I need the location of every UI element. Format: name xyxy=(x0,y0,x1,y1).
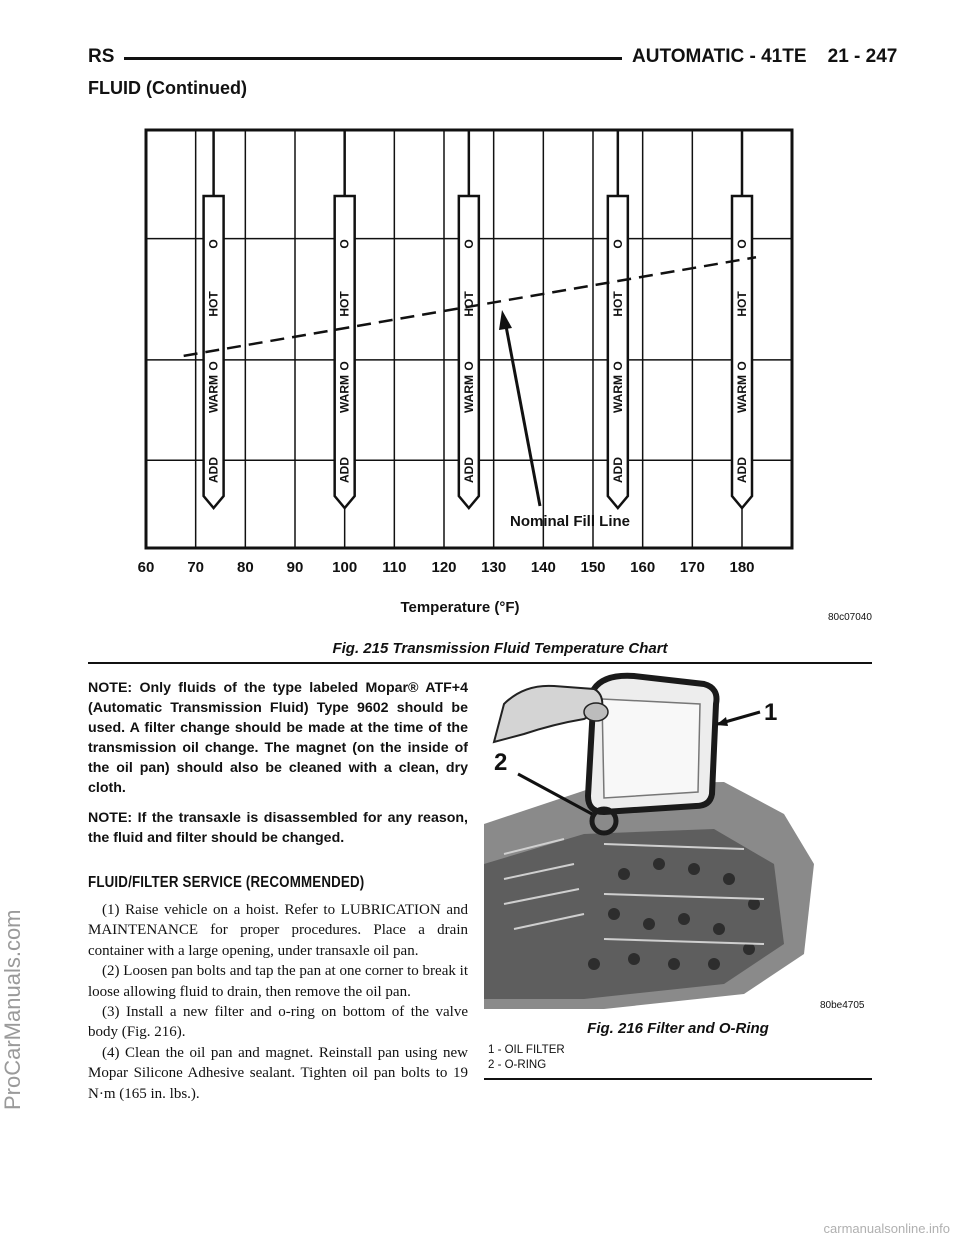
figure-216-code: 80be4705 xyxy=(820,1000,865,1011)
callout-1-label: 1 xyxy=(764,699,778,726)
dipstick-2-label-4: ADD xyxy=(461,457,476,483)
x-tick-70: 70 xyxy=(187,559,205,576)
step-1: (1) Raise vehicle on a hoist. Refer to LUBRICATION and MAINTENANCE for proper procedures. Place a drain container with a large opening, under transaxle oil pan. xyxy=(88,902,468,959)
dipstick-4-label-3: WARM xyxy=(735,375,749,413)
section-continued-heading: FLUID (Continued) xyxy=(88,78,247,98)
dipstick-1-label-2: O xyxy=(337,361,352,371)
dipstick-2-label-0: O xyxy=(461,239,476,249)
dipstick-2-label-3: WARM xyxy=(461,375,476,413)
x-tick-160: 160 xyxy=(630,559,656,576)
legend-o-ring: 2 - O-RING xyxy=(488,1059,547,1071)
dipstick-4-label-2: O xyxy=(735,361,749,371)
dipstick-3-label-3: WARM xyxy=(610,375,625,413)
header-page-title: AUTOMATIC - 41TE 21 - 247 xyxy=(632,46,898,67)
step-3: (3) Install a new filter and o-ring on bottom of the valve body (Fig. 216). xyxy=(88,1004,468,1041)
side-watermark: ProCarManuals.com xyxy=(0,909,25,1110)
figure-216-caption: Fig. 216 Filter and O-Ring xyxy=(587,1020,769,1037)
x-tick-170: 170 xyxy=(679,559,705,576)
dipstick-1-label-0: O xyxy=(337,239,352,249)
note-fluid-type: NOTE: Only fluids of the type labeled Mopar® ATF+4 (Automatic Transmission Fluid) Type 9602 should be used. A filter change should be made at the time of the transmission oil change. The magnet (on the inside of the oil pan) should also be cleaned with a clean, dry cloth. xyxy=(88,680,468,796)
header-rule xyxy=(124,57,622,60)
dipstick-1-label-4: ADD xyxy=(337,457,352,483)
nominal-fill-label: Nominal Fill Line xyxy=(510,513,631,530)
x-tick-110: 110 xyxy=(382,559,407,576)
procedure-heading: FLUID/FILTER SERVICE (RECOMMENDED) xyxy=(88,874,365,891)
figure-215-code: 80c07040 xyxy=(828,612,872,623)
step-4: (4) Clean the oil pan and magnet. Reinstall pan using new Mopar Silicone Adhesive sealant. Tighten oil pan bolts to 19 N·m (165 in. lbs.). xyxy=(88,1044,468,1102)
dipstick-0-label-1: HOT xyxy=(206,291,221,317)
dipstick-1-label-1: HOT xyxy=(337,291,352,317)
dipstick-2-label-1: HOT xyxy=(461,291,476,317)
dipstick-3-label-2: O xyxy=(610,361,625,371)
x-tick-120: 120 xyxy=(431,559,457,576)
legend-oil-filter: 1 - OIL FILTER xyxy=(488,1044,565,1056)
figure-216-rule xyxy=(484,1078,872,1080)
dipstick-0-label-3: WARM xyxy=(206,375,221,413)
dipstick-4-label-1: HOT xyxy=(735,291,749,317)
x-tick-130: 130 xyxy=(481,559,507,576)
figure-215-caption: Fig. 215 Transmission Fluid Temperature Chart xyxy=(332,640,668,657)
dipstick-4-label-4: ADD xyxy=(735,457,749,483)
callout-2-label: 2 xyxy=(494,749,508,776)
x-tick-150: 150 xyxy=(580,559,606,576)
procedure-steps xyxy=(88,900,468,1104)
valve-body xyxy=(484,829,784,999)
x-axis-label: Temperature (°F) xyxy=(400,599,520,616)
dipstick-0-label-2: O xyxy=(206,361,221,371)
dipstick-3-label-0: O xyxy=(610,239,625,249)
x-tick-60: 60 xyxy=(137,559,155,576)
bottom-watermark: carmanualsonline.info xyxy=(823,1221,950,1236)
step-2: (2) Loosen pan bolts and tap the pan at one corner to break it loose allowing fluid to drain, then remove the oil pan. xyxy=(88,963,468,1000)
x-tick-140: 140 xyxy=(530,559,556,576)
dipstick-1-label-3: WARM xyxy=(337,375,352,413)
filter-and-oring-photo xyxy=(484,664,872,1014)
dipstick-3-label-4: ADD xyxy=(610,457,625,483)
fluid-temperature-chart xyxy=(130,126,800,636)
nominal-arrow-shaft xyxy=(506,326,540,506)
dipstick-0-label-4: ADD xyxy=(206,457,221,483)
note-disassembled: NOTE: If the transaxle is disassembled for any reason, the fluid and filter should be changed. xyxy=(88,810,468,846)
dipstick-3-label-1: HOT xyxy=(610,291,625,317)
x-tick-90: 90 xyxy=(286,559,304,576)
x-tick-180: 180 xyxy=(729,559,755,576)
x-tick-80: 80 xyxy=(236,559,254,576)
header-section-code: RS xyxy=(88,46,115,67)
nominal-arrow-head xyxy=(499,310,512,330)
dipstick-4-label-0: O xyxy=(735,239,749,249)
x-tick-100: 100 xyxy=(332,559,358,576)
dipstick-2-label-2: O xyxy=(461,361,476,371)
dipstick-0-label-0: O xyxy=(206,239,221,249)
